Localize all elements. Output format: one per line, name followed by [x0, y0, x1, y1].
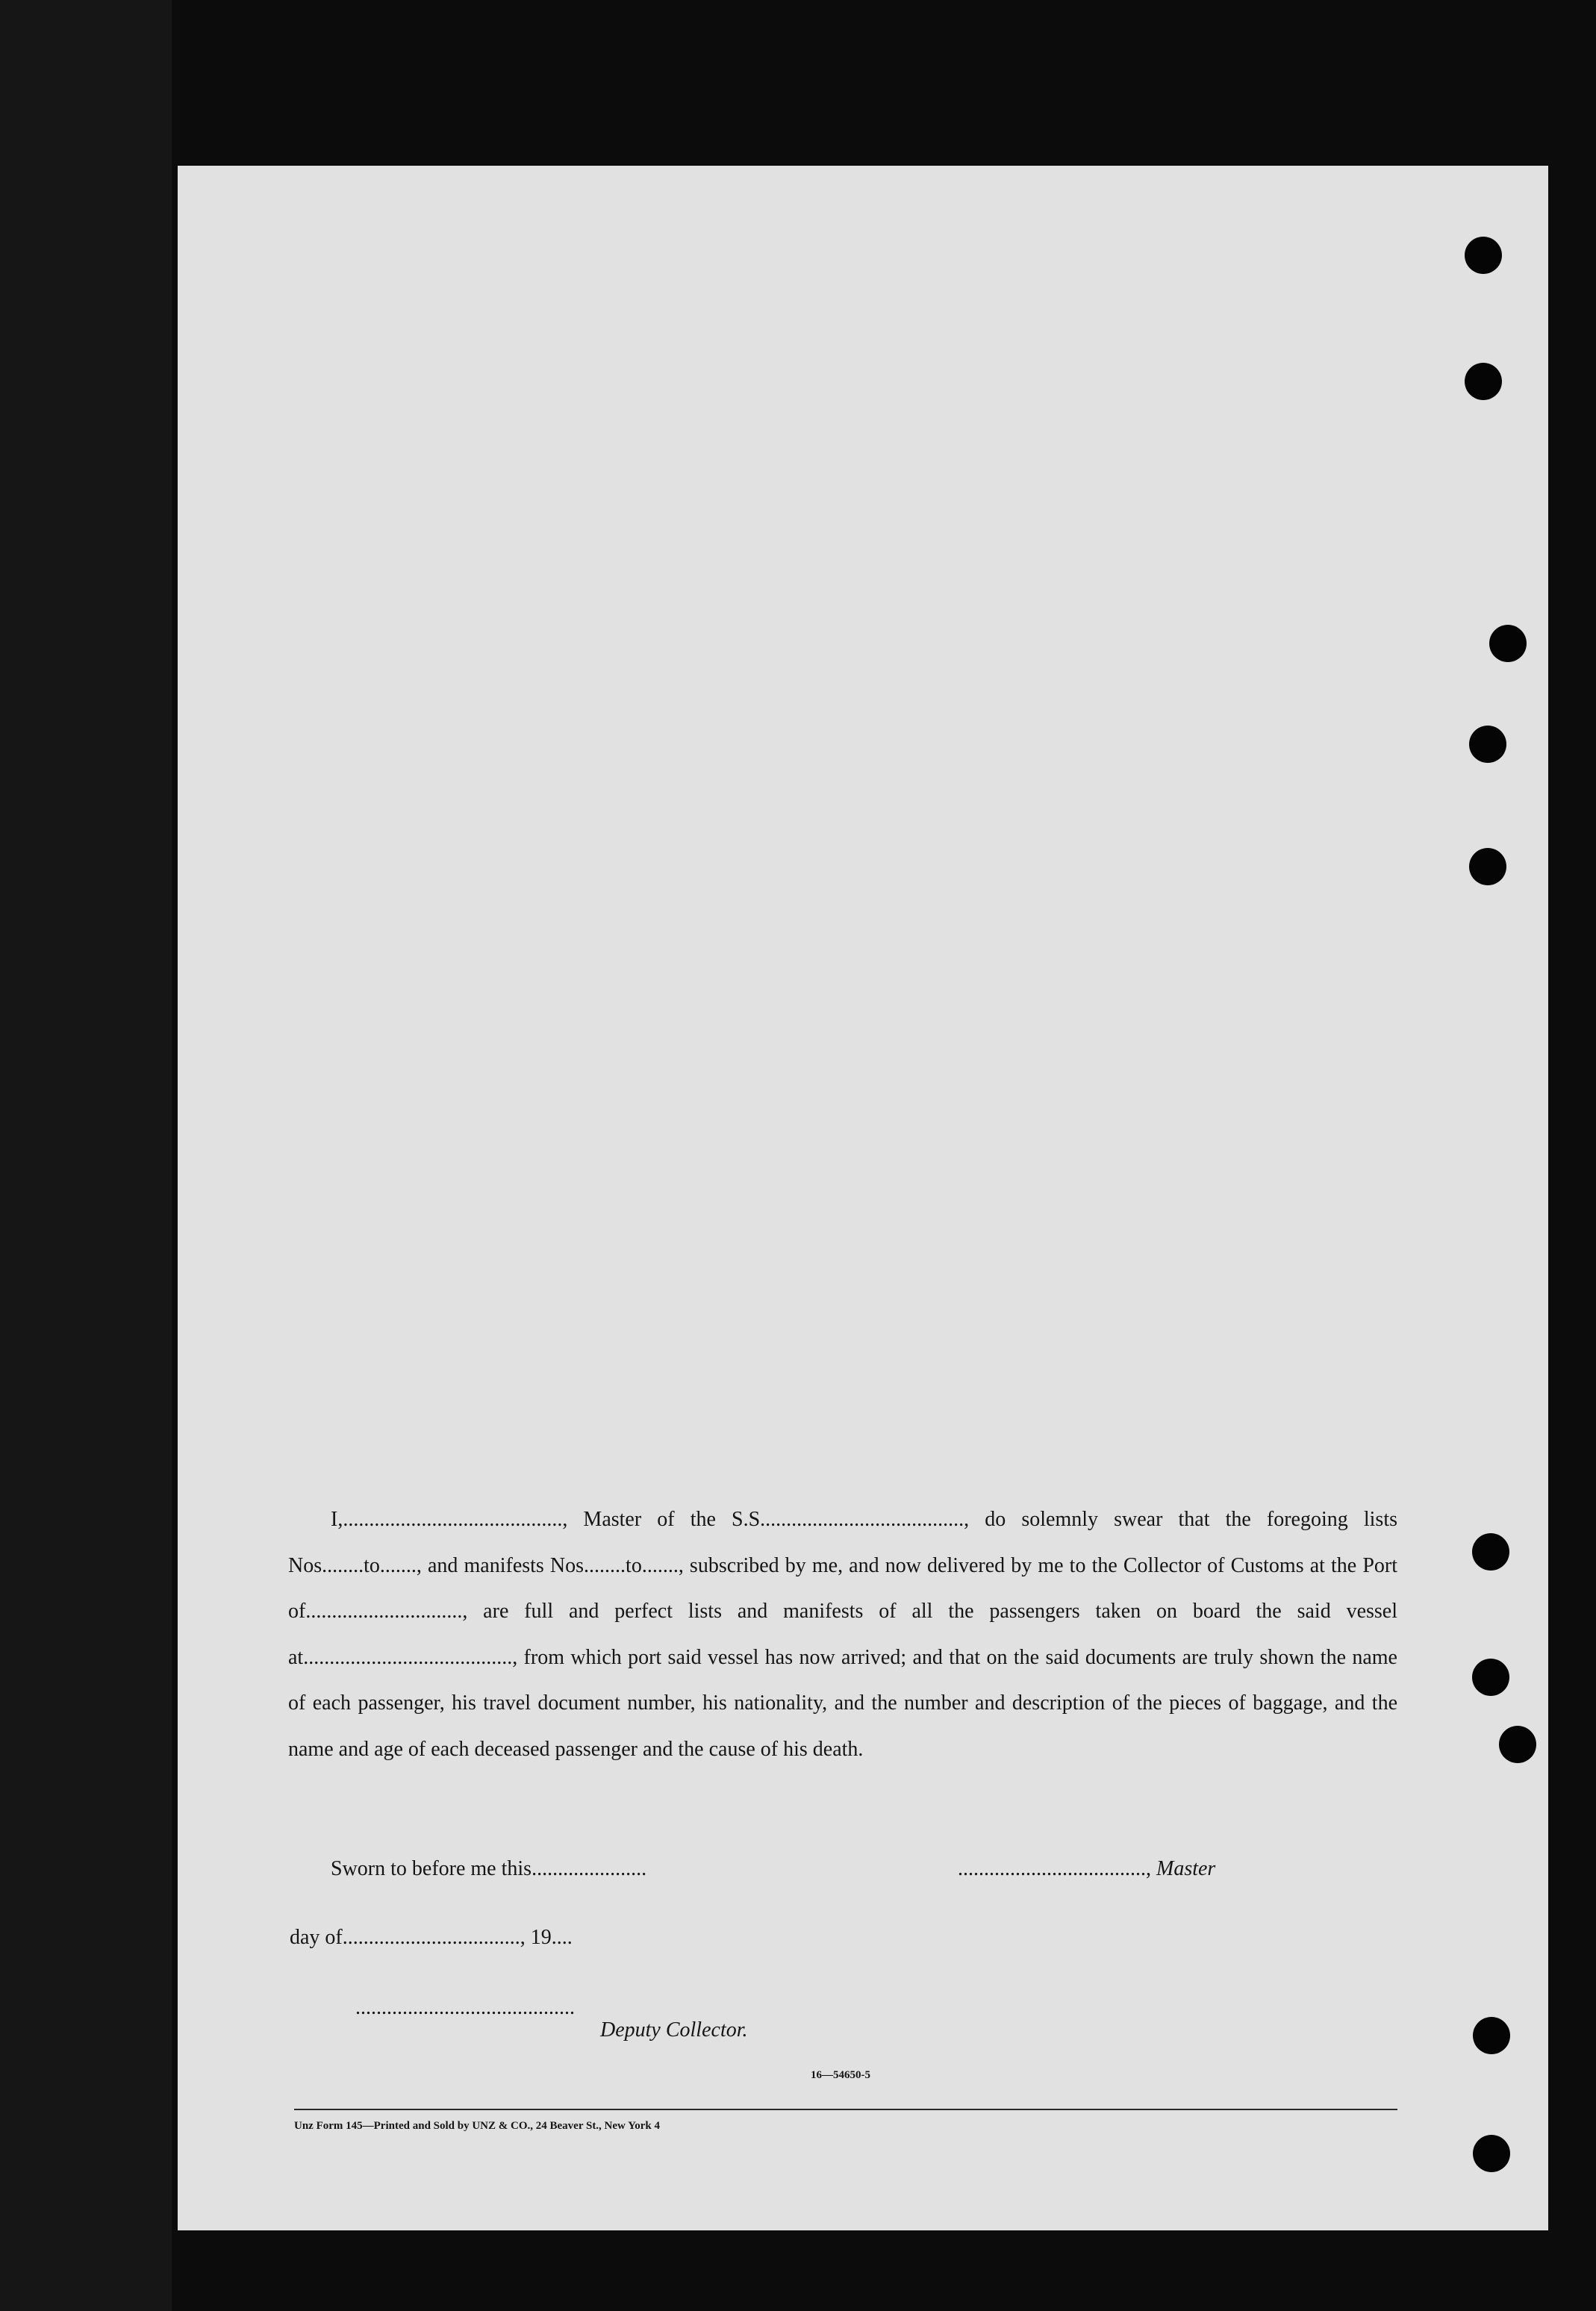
master-dots: ...................................., — [958, 1857, 1156, 1880]
master-signature-line — [958, 1857, 1215, 1881]
punch-hole — [1473, 2017, 1510, 2054]
punch-hole — [1469, 726, 1506, 763]
footer-rule — [294, 2109, 1397, 2110]
punch-hole — [1465, 237, 1502, 274]
form-code: 16—54650-5 — [811, 2069, 870, 2081]
deputy-collector-label: Deputy Collector. — [600, 2018, 748, 2042]
oath-text: I,.........................................., Master of the S.S......................................., do solemnly swear that the foregoing lists Nos........to......., and manifests Nos........to......., subscribed by me, and now delivered by me to the Collector of Customs at the Port of.............................., are full and perfect lists and manifests of all the passengers taken on board the said vessel at........................................, from which port said vessel has now arrived; and that on the said documents are truly shown the name of each passenger, his travel document number, his nationality, and the number and description of the pieces of baggage, and the name and age of each deceased passenger and the cause of his death. — [288, 1508, 1397, 1761]
deputy-signature-line: .......................................... — [355, 1996, 575, 2019]
form-sheet — [178, 166, 1548, 2230]
punch-hole — [1472, 1533, 1509, 1571]
punch-hole — [1489, 625, 1527, 662]
master-label: Master — [1156, 1857, 1216, 1880]
punch-hole — [1473, 2135, 1510, 2172]
punch-hole — [1499, 1726, 1536, 1763]
punch-hole — [1472, 1659, 1509, 1696]
oath-paragraph — [288, 1497, 1397, 1772]
printer-imprint: Unz Form 145—Printed and Sold by UNZ & CO., 24 Beaver St., New York 4 — [294, 2120, 660, 2132]
punch-hole — [1465, 363, 1502, 400]
scan-margin — [0, 0, 172, 2311]
sworn-line: Sworn to before me this...................... — [331, 1857, 647, 1880]
day-of-line: day of.................................., 19.... — [290, 1926, 573, 1949]
punch-hole — [1469, 848, 1506, 885]
